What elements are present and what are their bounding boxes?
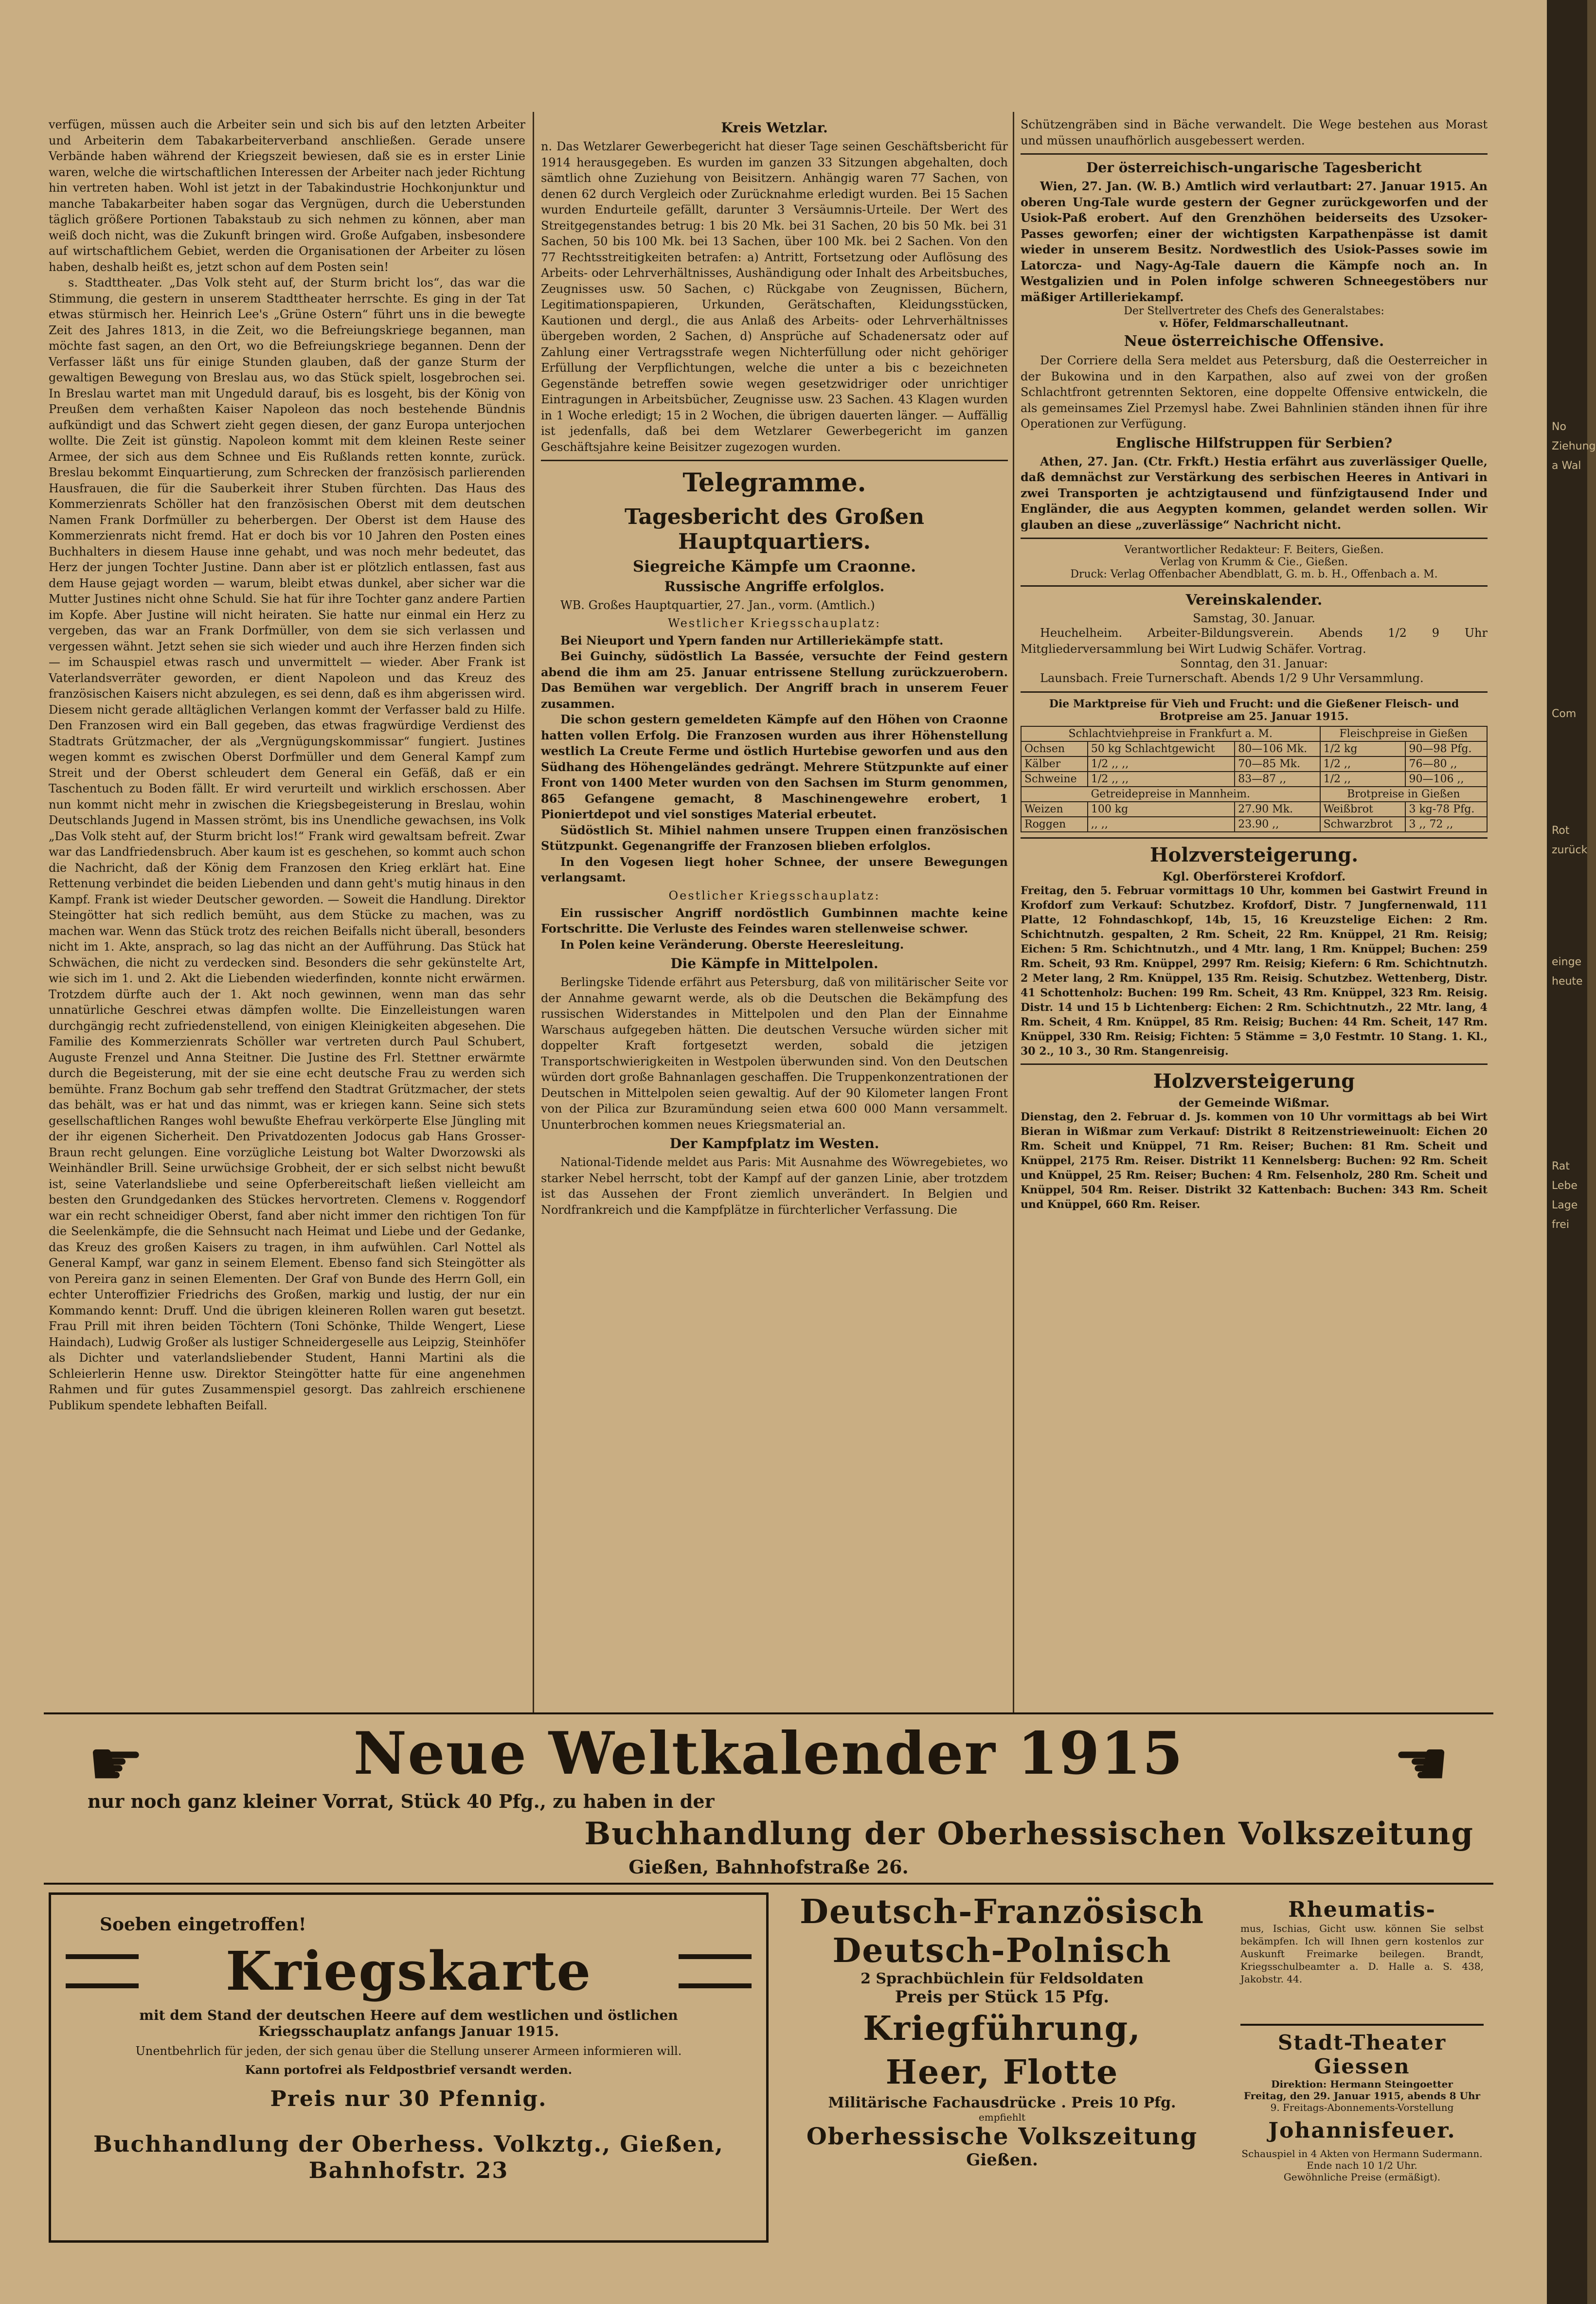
divider	[1021, 1063, 1488, 1065]
kriegskarte-sub: Unentbehrlich für jeden, der sich genau über die Stellung unserer Armeen informieren will.	[135, 2044, 682, 2058]
imprint-editor: Verantwortlicher Redakteur: F. Beiters, Gießen.	[1124, 544, 1384, 556]
table-cell: 83—87 ,,	[1235, 772, 1320, 787]
eingetroffen-text: Soeben eingetroffen!	[100, 1914, 306, 1935]
holz-subheading: der Gemeinde Wißmar.	[1178, 1095, 1330, 1110]
edge-text: einge	[1552, 956, 1582, 968]
table-cell: Weizen	[1021, 802, 1088, 817]
sprachbuch-line: Deutsch-Polnisch	[832, 1931, 1172, 1970]
imprint-publisher: Verlag von Krumm & Cie., Gießen.	[1160, 556, 1348, 568]
table-cell: 1/2 ,,	[1320, 772, 1406, 787]
intro-text: Schützengräben sind in Bäche verwandelt. Die Wege bestehen aus Morast und müssen unaufhörlich ausgebessert werden.	[1021, 118, 1488, 147]
edge-text: Lebe	[1552, 1180, 1578, 1192]
theater-ad	[1240, 2024, 1484, 2240]
table-cell: ,, ,,	[1088, 817, 1235, 832]
adjacent-page-edge	[1547, 0, 1596, 2304]
divider	[1021, 538, 1488, 539]
west-paragraph: In den Vogesen liegt hoher Schnee, der unsere Bewegungen verlangsamt.	[541, 854, 1008, 884]
table-cell: Schweine	[1021, 772, 1088, 787]
siegreiche-heading: Siegreiche Kämpfe um Craonne.	[632, 557, 916, 576]
table-cell: 3 kg-78 Pfg.	[1405, 802, 1487, 817]
weltkalender-title: Neue Weltkalender 1915	[353, 1719, 1184, 1788]
kreis-text: n. Das Wetzlarer Gewerbegericht hat dieser Tage seinen Geschäftsbericht für 1914 herausgegeben. Es wurden im ganzen 33 Sitzungen abgehalten, doch sämtlich ohne Zuziehung von Beisitzern. Anhängig waren 77 Sachen, von denen 62 durch Vergleich oder Zurücknahme erledigt wurden. Bei 15 Sachen wurden Endurteile gefällt, darunter 3 Versäumnis-Urteile. Der Wert des Streitgegenstandes betrug: 1 bis 20 Mk. bei 31 Sachen, 20 bis 50 Mk. bei 31 Sachen, 50 bis 100 Mk. bei 13 Sachen, über 100 Mk. bei 2 Sachen. Von den 77 Rechtsstreitigkeiten betrafen: a) Antritt, Fortsetzung oder Auflösung des Arbeits- oder Lehrverhältnisses, Aushändigung oder Inhalt des Arbeitsbuches, Zeugnisses usw. 50 Sachen, c) Rückgabe von Zeugnissen, Büchern, Legitimationspapieren, Urkunden, Gerätschaften, Kleidungsstücken, Kautionen und dergl., die aus Anlaß des Arbeits- oder Lehrverhältnisses übergeben worden, 2 Sachen, d) Ansprüche auf Schadenersatz oder auf Zahlung einer Vertragsstrafe wegen Nichterfüllung oder nicht gehöriger Erfüllung der Verpflichtungen, welche die unter a bis c bezeichneten Gegenstände betreffen sowie wegen gesetzwidriger oder unrichtiger Eintragungen in Arbeitsbücher, Zeugnisse usw. 23 Sachen. 43 Klagen wurden in 1 Woche erledigt; 15 in 2 Wochen, die übrigen dauerten länger. — Auffällig ist jedenfalls, daß bei dem Wetzlarer Gewerbegericht im ganzen Geschäftsjahre keine Beisitzer zugezogen wurden.	[541, 140, 1008, 454]
divider	[541, 460, 1008, 461]
table-header: Getreidepreise in Mannheim.	[1021, 787, 1320, 802]
sprachbuch-price: Preis per Stück 15 Pfg.	[895, 1987, 1110, 2007]
verein-entry: Launsbach. Freie Turnerschaft. Abends 1/2 9 Uhr Versammlung.	[1040, 671, 1424, 685]
theater-text: Ende nach 10 1/2 Uhr.	[1307, 2160, 1417, 2171]
west-paragraph: Bei Nieuport und Ypern fanden nur Artilleriekämpfe statt.	[560, 633, 944, 648]
table-cell: Kälber	[1021, 756, 1088, 772]
rheuma-text: mus, Ischias, Gicht usw. können Sie selbst bekämpfen. Ich will Ihnen gern kostenlos zur Auskunft Freimarke beilegen. Brandt, Kriegsschulbeamter a. D. Halle a. S. 438, Jakobstr. 44.	[1240, 1923, 1484, 1985]
table-row	[1021, 817, 1487, 832]
table-row	[1021, 756, 1487, 772]
kriegskarte-title-row	[51, 1935, 766, 2007]
divider	[1021, 153, 1488, 155]
edge-text: Rat	[1552, 1160, 1570, 1172]
vereinskalender-heading: Vereinskalender.	[1185, 592, 1323, 609]
table-cell: 3 ,, 72 ,,	[1405, 817, 1487, 832]
edge-text: Rot	[1552, 825, 1570, 837]
table-cell: Ochsen	[1021, 741, 1088, 756]
pointing-hand-icon: ☛	[88, 1727, 144, 1800]
kriegskarte-sub: mit dem Stand der deutschen Heere auf dem westlichen und östlichen Kriegsschauplatz anfangs Januar 1915.	[139, 2007, 678, 2039]
verein-date: Samstag, 30. Januar.	[1193, 612, 1315, 625]
table-cell: 1/2 kg	[1320, 741, 1406, 756]
imprint-printer: Druck: Verlag Offenbacher Abendblatt, G. m. b. H., Offenbach a. M.	[1070, 568, 1438, 580]
table-cell: 27.90 Mk.	[1235, 802, 1320, 817]
section-divider	[44, 1883, 1493, 1885]
edge-text: Com	[1552, 708, 1577, 720]
verein-entry: Heuchelheim. Arbeiter-Bildungsverein. Abends 1/2 9 Uhr Mitgliederversammlung bei Wirt Ludwig Schäfer. Vortrag.	[1021, 626, 1488, 656]
sprachbuch-line: 2 Sprachbüchlein für Feldsoldaten	[861, 1970, 1144, 1987]
hilfstruppen-heading: Englische Hilfstruppen für Serbien?	[1115, 434, 1393, 451]
section-divider	[44, 1712, 1493, 1714]
edge-text: zurück	[1552, 844, 1588, 856]
oesterreich-signature: Der Stellvertreter des Chefs des Generalstabes:	[1124, 305, 1384, 317]
theater-title: Stadt-Theater Giessen	[1277, 2031, 1447, 2078]
theater-review: s. Stadttheater. „Das Volk steht auf, der Sturm bricht los“, das war die Stimmung, die gestern in unserem Stadttheater herrschte. Es ging in der Tat etwas stürmisch her. Heinrich Lee's „Grüne Ostern“ führt uns in die bewegte Zeit des Jahres 1813, in die Zeit, wo die Befreiungskriege begannen, man möchte fast sagen, an den Ort, wo die Befreiungskriege begannen. Denn der Verfasser läßt uns für einige Stunden glauben, daß der ganze Sturm der gewaltigen Bewegung von Breslau aus, wo das Stück spielt, losgebrochen sei. In Breslau wartet man mit Ungeduld darauf, bis es losgeht, bis der König von Preußen dem verhaßten Kaiser Napoleon das noch bestehende Bündnis aufkündigt und das Schwert zieht gegen diesen, der ganz Europa unterjochen wollte. Die Zeit ist günstig. Napoleon kommt mit dem kleinen Reste seiner Armee, der sich aus dem Schnee und Eis Rußlands retten konnte, zurück. Breslau bekommt Einquartierung, zum Schrecken der französisch parlierenden Hausfrauen, die für die Sauberkeit ihrer Stuben fürchten. Das Haus des Kommerzienrats Schöller hat den französischen Oberst mit dem deutschen Namen Frank Dorfmüller zu beherbergen. Der Oberst ist dem Hause des Kommerzienrats nicht fremd. Hat er doch bis vor 10 Jahren den Posten eines Buchhalters in diesem Hause inne gehabt, und was noch mehr bedeutet, das Herz der jungen Tochter Justine. Dann aber ist er plötzlich entlassen, fast aus dem Hause gejagt worden — warum, bleibt etwas dunkel, aber sicher war die Mutter Justines nicht ohne Schuld. Sie hat für ihre Tochter ganz andere Partien im Kopfe. Aber Justine will nicht heiraten. Sie hatte nur einmal ein Herz zu vergeben, das war an Frank Dorfmüller, von dem sie sich verlassen und vergessen wähnt. Jetzt sehen sie sich wieder und auch ihre Herzen finden sich — im Schauspiel etwas rasch und unvermittelt — wieder. Aber Frank ist Vaterlandsverräter geworden, er dient Napoleon und das Kreuz des französischen Kaisers nicht abzulegen, es sei denn, daß es ihm abgerissen wird. Diesem nicht gerade alltäglichen Verlangen kommt der Verfasser bald zu Hilfe. Den Franzosen wird ein Ball gegeben, das etwas fragwürdige Verdienst des Stadtrats Grützmacher, der als „Vergnügungskommissar“ fungiert. Justines wegen kommt es zwischen Oberst Dorfmüller und dem General Kampf zum Streit und der Oberst schleudert dem General ein Gefäß, daß er ein Taschentuch zu Boden fällt. Er wird verurteilt und wirklich erschossen. Aber nun kommt nicht mehr in zwischen die Kriegsbegeisterung in Breslau, wohin Deutschlands Jugend in Massen strömt, bis ins Unendliche gewachsen, ins Volk „Das Volk steht auf, der Sturm bricht los!“ Frank wird gewaltsam befreit. Zwar war das Landfriedensbruch. Aber kaum ist es geschehen, so kommt auch schon die Nachricht, daß der König dem Franzosen den Krieg erklärt hat. Eine Rettenung verbindet die beiden Liebenden und dann geht's mutig hinaus in den Kampf. Frank ist wieder Deutscher geworden. — Soweit die Handlung. Direktor Steingötter hat sich redlich bemüht, aus dem Stücke zu machen, was zu machen war. Wenn das Stück trotz des reichen Beifalls nicht überall, besonders nicht im 1. Akte, ansprach, so lag das nicht an der Aufführung. Das Stück hat Schwächen, die nicht zu verdecken sind. Besonders die sehr gekünstelte Art, wie sich im 1. und 2. Akt die Liebenden wiederfinden, konnte nicht erwärmen. Trotzdem dürfte auch der 1. Akt noch gewinnen, wenn man das sehr unnatürliche Geschrei etwas dämpfen wollte. Die Einzelleistungen waren durchgängig recht zufriedenstellend, von einigen Kleinigkeiten abgesehen. Die Familie des Kommerzienrats Schöller war vertreten durch Paul Schubert, Auguste Frenzel und Anna Steitner. Die Justine des Frl. Stettner erwärmte durch die Begeisterung, mit der sie eine echt deutsche Frau zu werden sich bemühte. Franz Bochum gab sehr treffend den Stadtrat Grützmacher, der stets das behält, was er hat und das nimmt, was er kriegen kann. Seine sich stets gesellschaftlichen Ranges wohl bewußte Ehefrau verkörperte Else Jüngling mit der ihr eigenen Sicherheit. Den Privatdozenten Jodocus gab Hans Grosser-Braun recht gelungen. Eine vorzügliche Leistung bot Walter Dworzowski als Weinhändler Brill. Seine urwüchsige Grobheit, der er sich selbst nicht bewußt ist, seine Vaterlandsliebe und seine Opferbereitschaft ließen vielleicht am besten den Grundgedanken des Stückes hervortreten. Clemens v. Roggendorf war ein recht schneidiger Oberst, fand aber nicht immer den richtigen Ton für die Seelenkämpfe, die die Sehnsucht nach Heimat und Liebe und der Gedanke, das Kreuz des großen Kaisers zu tragen, in ihm aufwühlen. Carl Nottel als General Kampf, war ganz in seinem Element. Ebenso fand sich Steingötter als von Pereira ganz in seinen Elementen. Der Graf von Bunde des Herrn Goll, ein echter Unteroffizier Friedrichs des Großen, markig und lustig, der nur ein Kommando kennt: Druff. Und die übrigen kleineren Rollen waren gut besetzt. Frau Prill mit ihren beiden Töchtern (Toni Schönke, Thilde Wengert, Liese Haindach), Ludwig Großer als lustiger Schneidergeselle aus Leipzig, Steinhöfer als Dichter und vaterlandsliebender Student, Hanni Martini als die Schleierlerin Henne usw. Direktor Steingötter hatte für eine angenehmen Rahmen und für gutes Zusammenspiel gesorgt. Das zahlreich erschienene Publikum spendete lebhaften Beifall.	[49, 276, 525, 1412]
weltkalender-address: Gießen, Bahnhofstraße 26.	[628, 1856, 909, 1878]
marktpreise-heading: Die Marktpreise für Vieh und Frucht: und die Gießener Fleisch- und Brotpreise am 25. Januar 1915.	[1049, 697, 1459, 723]
telegramme-heading: Telegramme.	[682, 468, 866, 498]
table-row	[1021, 802, 1487, 817]
table-cell: 1/2 ,, ,,	[1088, 756, 1235, 772]
right-bars-decoration	[679, 1954, 752, 1988]
volkszeitung-name: Oberhessische Volkszeitung	[806, 2123, 1198, 2150]
tabak-paragraph: verfügen, müssen auch die Arbeiter sein und sich bis auf den letzten Arbeiter und Arbeiterin dem Tabakarbeiterverband anschließen. Gerade unsere Verbände haben während der Kriegszeit bewiesen, daß sie es in erster Linie waren, welche die wirtschaftlichen Interessen der Arbeiter nach jeder Richtung hin vertreten haben. Wohl ist jetzt in der Tabakindustrie Hochkonjunktur und manche Tabakarbeiter haben sogar das Vergnügen, durch die Ueberstunden täglich größere Portionen Tabakstaub zu sich nehmen zu können, aber man weiß doch nicht, was die Zukunft bringen wird. Große Aufgaben, insbesondere auf wirtschaftlichem Gebiet, werden die Organisationen der Arbeiter zu lösen haben, deshalb heißt es, jetzt schon auf dem Posten sein!	[49, 118, 525, 274]
edge-text: No	[1552, 421, 1566, 433]
edge-text: heute	[1552, 975, 1583, 988]
table-cell: 1/2 ,,	[1320, 756, 1406, 772]
ost-heading: Oestlicher Kriegsschauplatz:	[668, 888, 880, 902]
west-paragraph: Südöstlich St. Mihiel nahmen unsere Truppen einen französischen Stützpunkt. Gegenangriffe der Franzosen blieben erfolglos.	[541, 823, 1008, 853]
table-cell: 90—106 ,,	[1405, 772, 1487, 787]
edge-text: Ziehung	[1552, 440, 1596, 452]
table-cell: Schwarzbrot	[1320, 817, 1406, 832]
column-divider	[533, 112, 534, 1712]
kriegfuehrung-title: Kriegführung, Heer, Flotte	[863, 2009, 1141, 2092]
offensive-heading: Neue österreichische Offensive.	[1124, 333, 1384, 350]
holz-heading: Holzversteigerung.	[1149, 843, 1359, 866]
table-cell: Roggen	[1021, 817, 1088, 832]
west-paragraph: Bei Guinchy, südöstlich La Bassée, versuchte der Feind gestern abend die ihm am 25. Januar entrissene Stellung zurückzuerobern. Das Bemühen war vergeblich. Der Angriff brach in unserem Feuer zusammen.	[541, 649, 1008, 711]
giessen-text: Gießen.	[966, 2150, 1038, 2170]
oesterreich-heading: Der österreichisch-ungarische Tagesbericht	[1086, 160, 1422, 176]
column-2	[541, 117, 1008, 1708]
divider	[1021, 837, 1488, 839]
ost-paragraph: Ein russischer Angriff nordöstlich Gumbinnen machte keine Fortschritte. Die Verluste des Feindes waren stellenweise schwer.	[541, 905, 1008, 936]
weltkalender-line: nur noch ganz kleiner Vorrat, Stück 40 Pfg., zu haben in der	[88, 1790, 715, 1812]
theater-text: Schauspiel in 4 Akten von Hermann Sudermann.	[1241, 2148, 1483, 2160]
dateline: WB. Großes Hauptquartier, 27. Jan., vorm. (Amtlich.)	[560, 598, 875, 612]
table-cell: 50 kg Schlachtgewicht	[1088, 741, 1235, 756]
divider	[1021, 585, 1488, 587]
west-paragraph: Die schon gestern gemeldeten Kämpfe auf den Höhen von Craonne hatten vollen Erfolg. Die Franzosen wurden aus ihrer Höhenstellung westlich La Creute Ferme und östlich Hurtebise geworfen und aus den Südhang des Höhengeländes gedrängt. Mehrere Stützpunkte auf einer Front von 1400 Meter wurden von den Sachsen im Sturm genommen, 865 Gefangene gemacht, 8 Maschinengewehre erobert, 1 Pioniertdepot und viel sonstiges Material erbeutet.	[541, 712, 1008, 821]
theater-info: 9. Freitags-Abonnements-Vorstellung	[1270, 2102, 1454, 2113]
theater-date: Freitag, den 29. Januar 1915, abends 8 Uhr	[1243, 2090, 1481, 2102]
verein-date: Sonntag, den 31. Januar:	[1180, 657, 1328, 670]
kriegskarte-title: Kriegskarte	[225, 1940, 592, 2002]
rheuma-title: Rheumatis-	[1288, 1897, 1436, 1922]
edge-text: Lage	[1552, 1199, 1578, 1211]
table-cell: 1/2 ,, ,,	[1088, 772, 1235, 787]
weltkalender-bookstore: Buchhandlung der Oberhessischen Volkszeitung	[584, 1816, 1474, 1852]
divider	[1021, 691, 1488, 693]
kreis-heading: Kreis Wetzlar.	[721, 120, 828, 136]
rheuma-ad	[1240, 1897, 1484, 2004]
theater-text: Gewöhnliche Preise (ermäßigt).	[1283, 2171, 1441, 2183]
theater-play: Johannisfeuer.	[1268, 2118, 1456, 2143]
hilfstruppen-text: Athen, 27. Jan. (Ctr. Frkft.) Hestia erfährt aus zuverlässiger Quelle, daß demnächst zur Verstärkung des serbischen Heeres in Antivari in zwei Transporten je achtzigtausend und fünfzigtausend Inder und Engländer, die aus Aegypten kommen, gelandet werden sollen. Wir glauben an diese „zuverlässige“ Nachricht nicht.	[1021, 454, 1488, 532]
weltkalender-ad	[44, 1717, 1493, 1878]
sprachbuch-line: Deutsch-Französisch	[799, 1892, 1205, 1931]
table-row	[1021, 772, 1487, 787]
table-cell: 80—106 Mk.	[1235, 741, 1320, 756]
column-3	[1021, 117, 1488, 1708]
pointing-hand-icon: ☚	[1393, 1727, 1450, 1800]
column-1	[49, 117, 525, 1708]
table-cell: 76—80 ,,	[1405, 756, 1487, 772]
kriegskarte-ad	[49, 1892, 769, 2243]
oesterreich-text: Wien, 27. Jan. (W. B.) Amtlich wird verlautbart: 27. Januar 1915. An oberen Ung-Tale wurde gestern der Gegner zurückgeworfen und der Usiok-Paß erobert. Auf den Grenzhöhen beiderseits des Uzsoker-Passes geworfen; einer der wichtigsten Karpathenpässe ist damit wieder in unserem Besitz. Nordwestlich des Usiok-Passes sowie im Latorcza- und Nagy-Ag-Tale dauern die Kämpfe noch an. In Westgalizien und in Polen infolge schweren Schneegestöbers nur mäßiger Artilleriekampf.	[1021, 179, 1488, 304]
offensive-text: Der Corriere della Sera meldet aus Petersburg, daß die Oesterreicher in der Bukowina und in den Karpathen, also auf zwei von der großen Schlachtfront getrennten Sektoren, eine doppelte Offensive entwickeln, die als gemeinsames Ziel Przemysl habe. Zwei Bahnlinien ständen ihnen für ihre Operationen zur Verfügung.	[1021, 354, 1488, 431]
ost-paragraph: In Polen keine Veränderung. Oberste Heeresleitung.	[560, 937, 904, 952]
holz-heading: Holzversteigerung	[1153, 1069, 1355, 1093]
holz-text: Freitag, den 5. Februar vormittags 10 Uhr, kommen bei Gastwirt Freund in Krofdorf zum Verkauf: Schutzbez. Krofdorf, Distr. 7 Jungfernenwald, 111 Platte, 12 Fohndaschkopf, 14b, 15, 16 Kreuzstelige Eichen: 2 Rm. Schichtnutzh. gespalten, 2 Rm. Scheit, 22 Rm. Knüppel, 21 Rm. Reisig; Eichen: 5 Rm. Schichtnutzh., und 4 Mtr. lang, 1 Rm. Knüppel; Buchen: 259 Rm. Scheit, 93 Rm. Knüppel, 2997 Rm. Reisig; Kiefern: 6 Rm. Schichtnutzh. 2 Meter lang, 2 Rm. Knüppel, 135 Rm. Reisig. Schutzbez. Wettenberg, Distr. 41 Schottenholz: Buchen: 199 Rm. Scheit, 43 Rm. Knüppel, 323 Rm. Reisig. Distr. 14 und 15 b Lichtenberg: Eichen: 2 Rm. Schichtnutzh., 22 Mtr. lang, 4 Rm. Scheit, 4 Rm. Knüppel, 85 Rm. Reisig; Buchen: 44 Rm. Scheit, 147 Rm. Knüppel, 330 Rm. Reisig; Fichten: 5 Stämme = 3,0 Festmtr. 10 Stang. 1. Kl., 30 2., 10 3., 30 Rm. Stangenreisig.	[1021, 884, 1488, 1058]
kriegskarte-price: Preis nur 30 Pfennig.	[270, 2087, 547, 2111]
theater-direktion: Direktion: Hermann Steingoetter	[1271, 2078, 1453, 2090]
mittelpolen-heading: Die Kämpfe in Mittelpolen.	[670, 955, 879, 972]
edge-text: a Wal	[1552, 460, 1581, 472]
tagesbericht-heading: Tagesbericht des Großen Hauptquartiers.	[624, 504, 925, 554]
table-cell: 70—85 Mk.	[1235, 756, 1320, 772]
left-bars-decoration	[66, 1954, 139, 1988]
table-header: Fleischpreise in Gießen	[1320, 726, 1487, 741]
kampfplatz-text: National-Tidende meldet aus Paris: Mit Ausnahme des Wöwregebietes, wo starker Nebel herrscht, tobt der Kampf auf der ganzen Linie, aber trotzdem ist das Aussehen der Front ziemlich unverändert. In Belgien und Nordfrankreich und die Kampfplätze in fürchterlicher Verfassung. Die	[541, 1155, 1008, 1217]
table-row	[1021, 741, 1487, 756]
west-heading: Westlicher Kriegsschauplatz:	[667, 616, 881, 630]
edge-text: frei	[1552, 1219, 1569, 1231]
russische-heading: Russische Angriffe erfolglos.	[664, 578, 885, 594]
marktpreise-table	[1021, 726, 1488, 832]
sprachbuch-ad	[783, 1892, 1221, 2238]
table-cell: 23.90 ,,	[1235, 817, 1320, 832]
holz-subheading: Kgl. Oberförsterei Krofdorf.	[1162, 869, 1346, 883]
table-header: Schlachtviehpreise in Frankfurt a. M.	[1021, 726, 1320, 741]
table-cell: Weißbrot	[1320, 802, 1406, 817]
oesterreich-signature-name: v. Höfer, Feldmarschalleutnant.	[1159, 317, 1349, 330]
kriegskarte-sub: Kann portofrei als Feldpostbrief versandt werden.	[245, 2063, 573, 2077]
kampfplatz-heading: Der Kampfplatz im Westen.	[669, 1135, 879, 1152]
table-cell: 100 kg	[1088, 802, 1235, 817]
table-cell: 90—98 Pfg.	[1405, 741, 1487, 756]
holz-text: Dienstag, den 2. Februar d. Js. kommen von 10 Uhr vormittags ab bei Wirt Bieran in Wißmar zum Verkauf: Distrikt 8 Reitzenstrieweinuolt: Eichen 20 Rm. Scheit und Knüppel, 71 Rm. Reiser; Buchen: 81 Rm. Scheit und Knüppel, 2175 Rm. Reiser. Distrikt 11 Kennelsberg: Buchen: 92 Rm. Scheit und Knüppel, 25 Rm. Reiser; Buchen: 4 Rm. Felsenholz, 280 Rm. Scheit und Knüppel, 504 Rm. Reiser. Distrikt 32 Kattenbach: Buchen: 343 Rm. Scheit und Knüppel, 660 Rm. Reiser.	[1021, 1110, 1488, 1211]
kriegskarte-footer: Buchhandlung der Oberhess. Volkztg., Gießen, Bahnhofstr. 23	[93, 2131, 724, 2183]
mittelpolen-text: Berlingske Tidende erfährt aus Petersburg, daß von militärischer Seite vor der Annahme gewarnt werde, als ob die Deutschen die Bekämpfung des russischen Widerstandes in Mittelpolen und den Plan der Einnahme Warschaus aufgegeben hätten. Die deutschen Versuche würden sicher mit doppelter Kraft fortgesetzt werden, sobald die jetzigen Transportschwierigkeiten in Westpolen überwunden sind. Von den Deutschen würden dort große Bahnanlagen geschaffen. Die Truppenkonzentrationen der Deutschen in Mittelpolen seien gewaltig. Auf der 90 Kilometer langen Front von der Pilica zur Bzuramündung seien etwa 600 000 Mann versammelt. Ununterbrochen kommen neues Kriegsmaterial an.	[541, 975, 1008, 1132]
fachausdruecke-line: Militärische Fachausdrücke . Preis 10 Pfg.	[828, 2094, 1176, 2111]
empfiehlt-text: empfiehlt	[978, 2111, 1026, 2123]
column-divider	[1013, 112, 1014, 1712]
table-header: Brotpreise in Gießen	[1320, 787, 1487, 802]
